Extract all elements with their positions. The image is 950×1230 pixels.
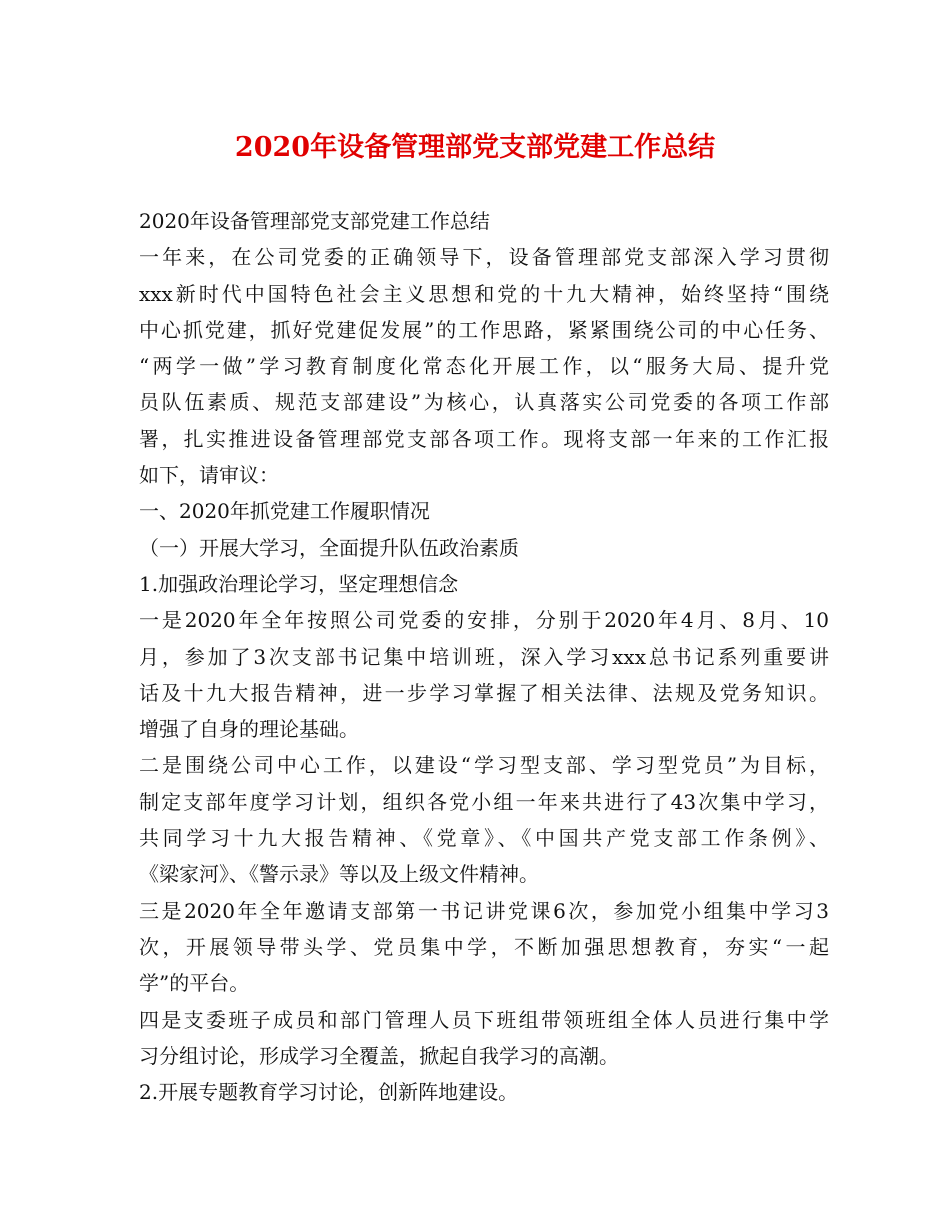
text-line: 《梁家河》、《警示录》等以及上级文件精神。 bbox=[139, 862, 539, 887]
text-line: 四是支委班子成员和部门管理人员下班组带领班组全体人员进行集中学 bbox=[139, 1007, 829, 1032]
document-body bbox=[139, 203, 829, 1110]
text-line: 次，开展领导带头学、党员集中学，不断加强思想教育，夯实“一起 bbox=[139, 934, 829, 959]
text-line: 共同学习十九大报告精神、《党章》、《中国共产党支部工作条例》、 bbox=[139, 826, 829, 851]
text-line: 二是围绕公司中心工作，以建设“学习型支部、学习型党员”为目标， bbox=[139, 753, 829, 778]
text-line: 一、2020年抓党建工作履职情况 bbox=[139, 499, 430, 524]
text-line: 中心抓党建，抓好党建促发展”的工作思路，紧紧围绕公司的中心任务、 bbox=[139, 317, 829, 342]
text-line: 署，扎实推进设备管理部党支部各项工作。现将支部一年来的工作汇报 bbox=[139, 426, 829, 451]
text-line: 增强了自身的理论基础。 bbox=[139, 717, 359, 742]
text-line: 2020年设备管理部党支部党建工作总结 bbox=[139, 209, 490, 233]
text-line: （一）开展大学习，全面提升队伍政治素质 bbox=[139, 535, 519, 560]
text-line: 月，参加了3次支部书记集中培训班，深入学习xxx总书记系列重要讲 bbox=[139, 644, 829, 669]
text-line: 制定支部年度学习计划，组织各党小组一年来共进行了43次集中学习， bbox=[139, 789, 829, 814]
text-line: “两学一做”学习教育制度化常态化开展工作，以“服务大局、提升党 bbox=[139, 354, 829, 379]
text-line: 一是2020年全年按照公司党委的安排，分别于2020年4月、8月、10 bbox=[139, 608, 829, 633]
text-line: 一年来，在公司党委的正确领导下，设备管理部党支部深入学习贯彻 bbox=[139, 245, 829, 270]
text-line: 员队伍素质、规范支部建设”为核心，认真落实公司党委的各项工作部 bbox=[139, 390, 829, 415]
text-line: 如下，请审议： bbox=[139, 463, 279, 488]
text-line: 学”的平台。 bbox=[139, 971, 250, 996]
text-line: xxx新时代中国特色社会主义思想和党的十九大精神，始终坚持“围绕 bbox=[139, 281, 829, 306]
text-line: 三是2020年全年邀请支部第一书记讲党课6次，参加党小组集中学习3 bbox=[139, 898, 829, 923]
document-title: 2020年设备管理部党支部党建工作总结 bbox=[234, 132, 716, 163]
text-line: 话及十九大报告精神，进一步学习掌握了相关法律、法规及党务知识。 bbox=[139, 680, 829, 705]
text-line: 习分组讨论，形成学习全覆盖，掀起自我学习的高潮。 bbox=[139, 1043, 619, 1068]
text-line: 1.加强政治理论学习，坚定理想信念 bbox=[139, 571, 459, 596]
text-line: 2.开展专题教育学习讨论，创新阵地建设。 bbox=[139, 1080, 519, 1105]
